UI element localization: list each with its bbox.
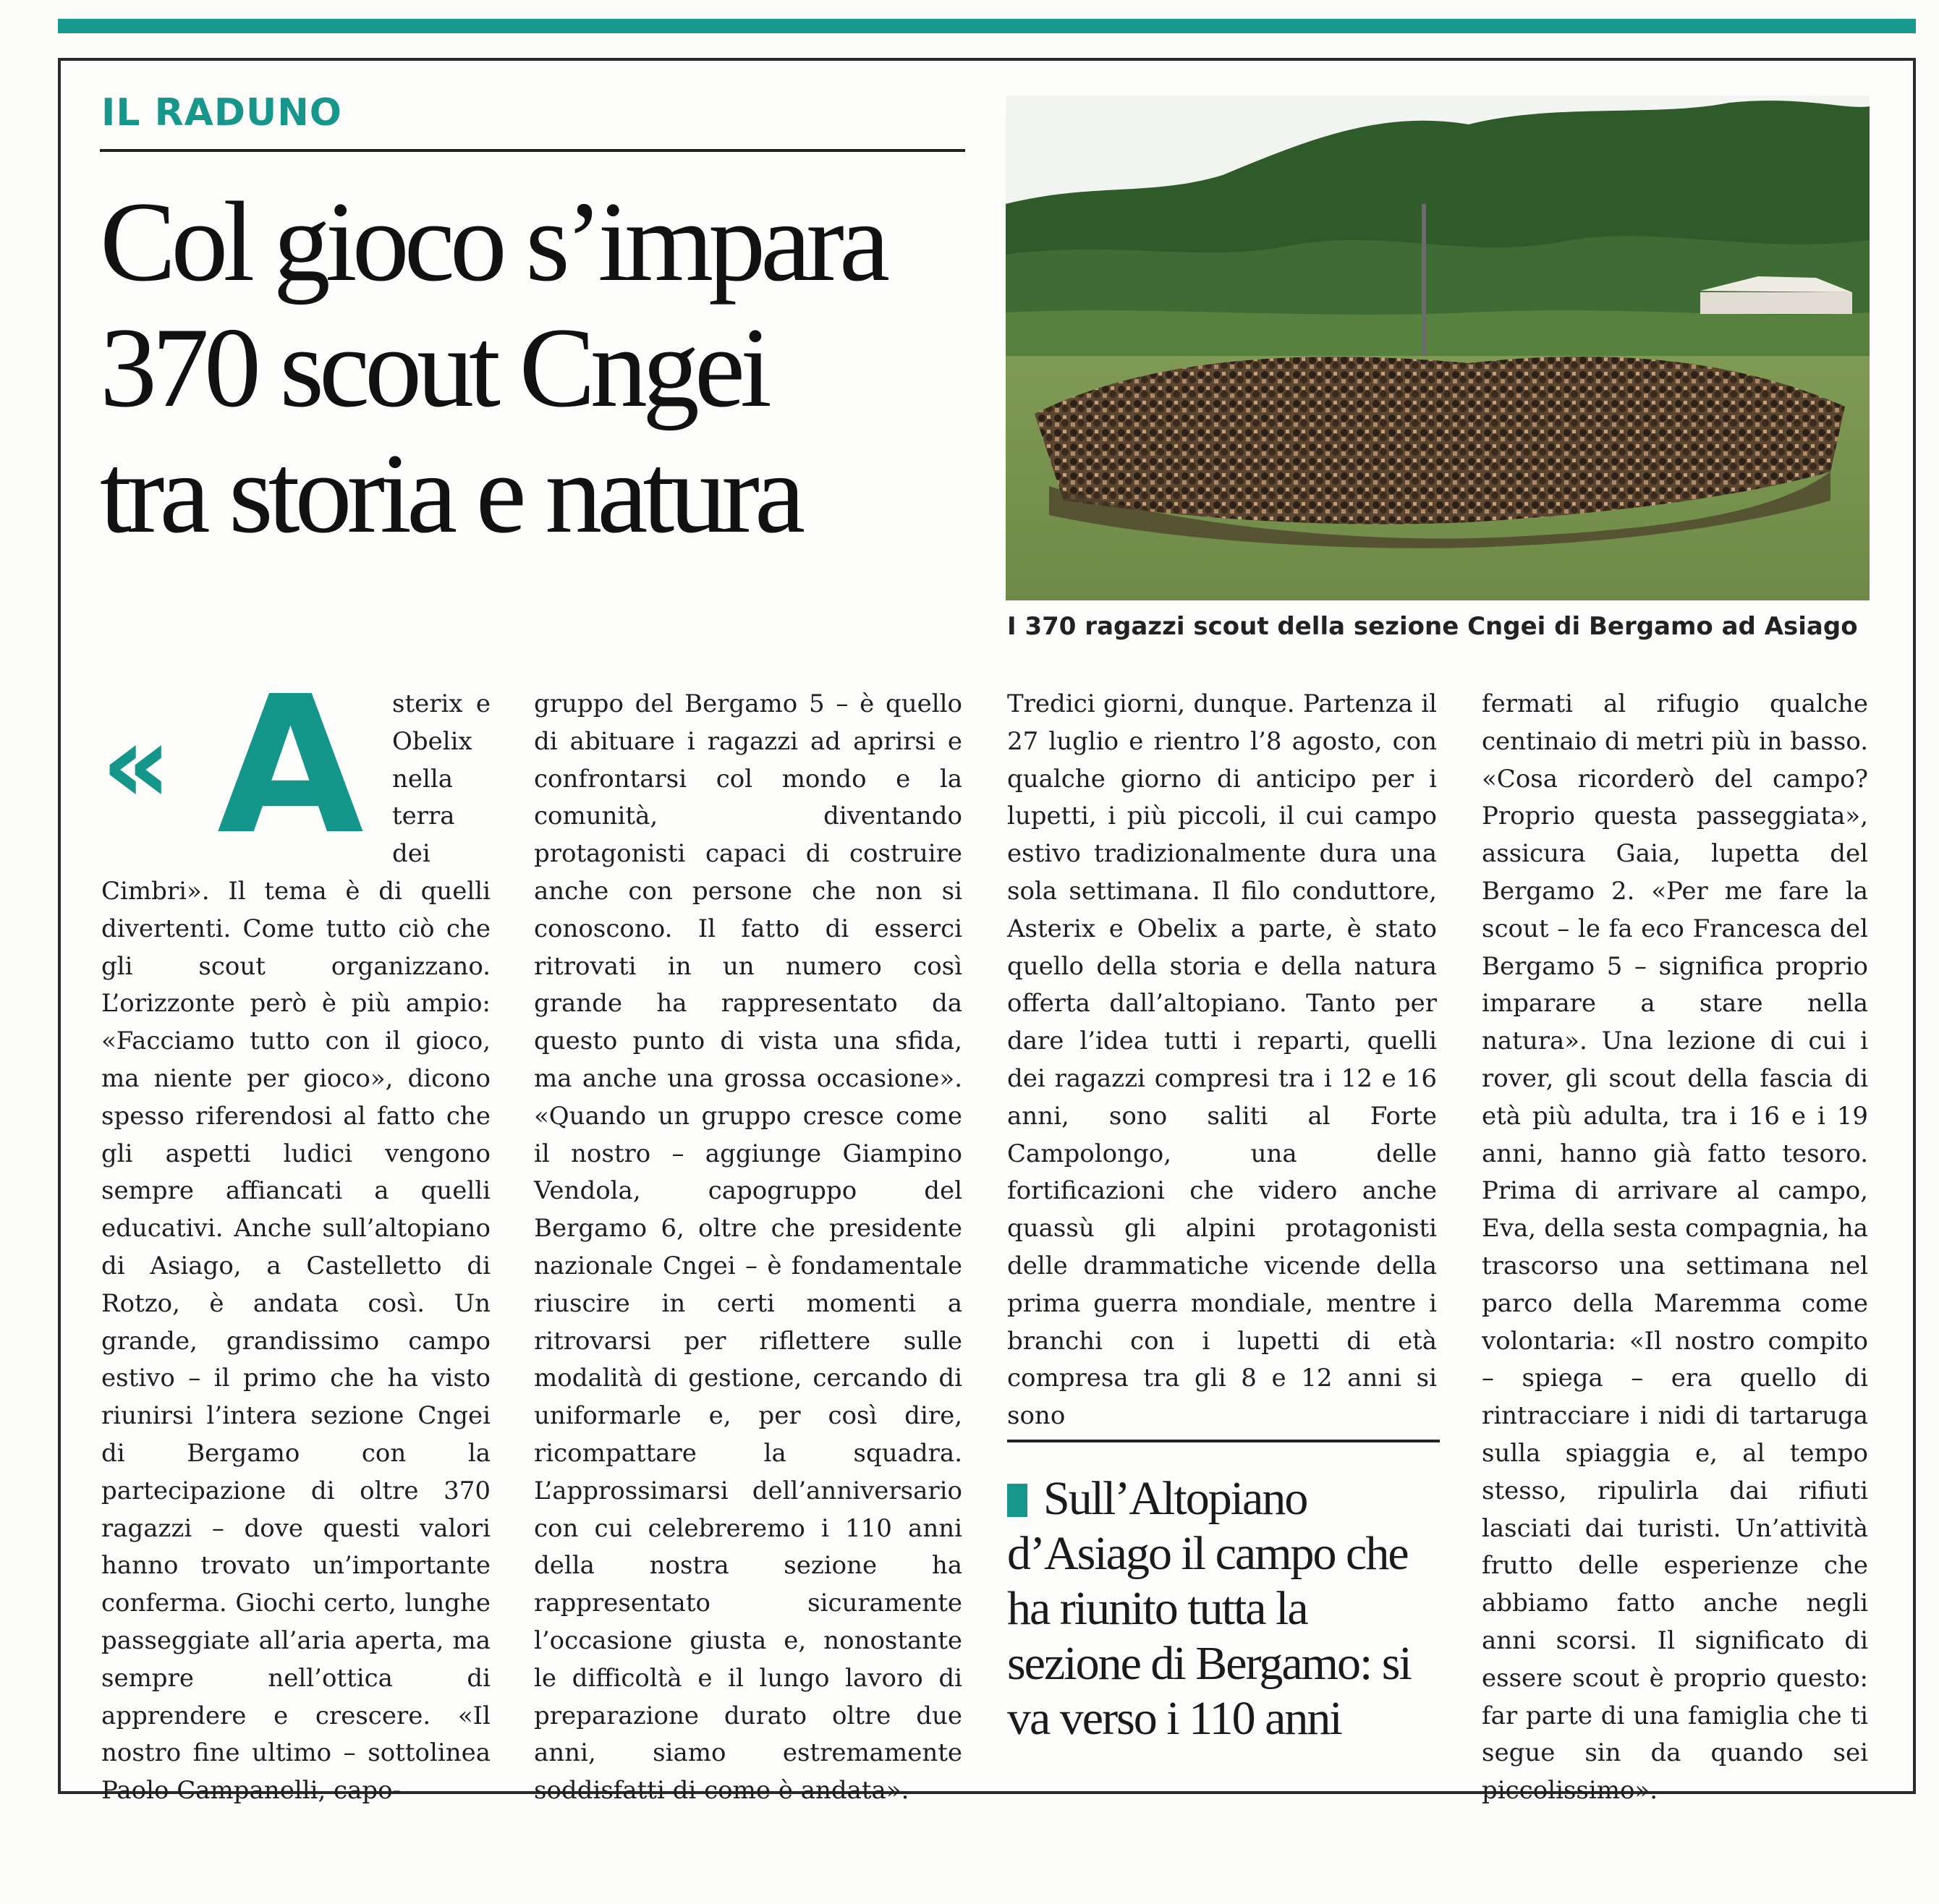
drop-cap [101,655,385,876]
pull-quote [1007,1471,1441,1746]
pullquote-marker-icon [1007,1484,1027,1517]
article-column-3 [1007,686,1437,1435]
photo-caption: I 370 ragazzi scout della sezione Cngei di Bergamo ad Asiago [1007,612,1858,641]
article-column-1 [101,655,491,1810]
column-2-text: gruppo del Bergamo 5 – è quello di abituare i ragazzi ad aprirsi e confrontarsi col mondo e la comunità, diventando protagonisti capaci di costruire anche con persone che non si conoscono. Il fatto di esserci ritrovati in un numero così grande ha rappresentato da questo punto di vista una sfida, ma anche una grossa occasione». «Quando un gruppo cresce come il nostro – aggiunge Giampino Vendola, capogruppo del Bergamo 6, oltre che presidente nazionale Cngei – è fondamentale riuscire in certi momenti a ritrovarsi per riflettere sulle modalità di gestione, cercando di uniformarle e, per così dire, ricompattare la squadra. L’approssimarsi dell’anniversario con cui celebreremo i 110 anni della nostra sezione ha rappresentato sicuramente l’occasione giusta e, nonostante le difficoltà e il lungo lavoro di preparazione durato oltre due anni, siamo estremamente soddisfatti di come è andata». [534,689,962,1806]
opening-quote-mark: « [101,702,171,828]
column-3-text: Tredici giorni, dunque. Partenza il 27 luglio e rientro l’8 agosto, con qualche giorno di anticipo per i lupetti, i più piccoli, il cui campo estivo tradizionalmente dura una sola settimana. Il filo conduttore, Asterix e Obelix a parte, è stato quello della storia e della natura offerta dall’altopiano. Tanto per dare l’idea tutti i reparti, quelli dei ragazzi compresi tra i 12 e 16 anni, sono saliti al Forte Campolongo, una delle fortificazioni che videro anche quassù gli alpini protagonisti delle drammatiche vicende della prima guerra mondiale, mentre i branchi con i lupetti di età compresa tra gli 8 e 12 anni si sono [1007,689,1437,1431]
column-4-text: fermati al rifugio qualche centinaio di metri più in basso. «Cosa ricorderò del campo? Proprio questa passeggiata», assicura Gaia, lupetta del Bergamo 2. «Per me fare la scout – le fa eco Francesca del Bergamo 5 – significa proprio imparare a stare nella natura». Una lezione di cui i rover, gli scout della fascia di età più adulta, tra i 16 e i 19 anni, hanno già fatto tesoro. Prima di arrivare al campo, Eva, della sesta compagnia, ha trascorso una settimana nel parco della Maremma come volontaria: «Il nostro compito – spiega – era quello di rintracciare i nidi di tartaruga sulla spiaggia e, al tempo stesso, ripulirla dai rifiuti lasciati dai turisti. Un’attività frutto delle esperienze che abbiamo fatto anche negli anni scorsi. Il significato di essere scout è proprio questo: far parte di una famiglia che ti segue sin da quando sei piccolissimo». [1482,689,1868,1806]
headline-line-2: 370 scout Cngei [100,305,767,431]
scout-group-photo [1006,95,1870,600]
top-accent-bar [58,19,1916,33]
column-1-text: sterix e Obelix nella terra dei Cimbri». Il tema è di quelli divertenti. Come tutto ciò che gli scout organizzano. L’orizzonte però è più ampio: «Facciamo tutto con il gioco, ma niente per gioco», dicono spesso riferendosi al fatto che gli aspetti ludici vengono sempre affiancati a quelli educativi. Anche sull’altopiano di Asiago, a Castelletto di Rotzo, è andata così. Un grande, grandissimo campo estivo – il primo che ha visto riunirsi l’intera sezione Cngei di Bergamo con la partecipazione di oltre 370 ragazzi – dove questi valori hanno trovato un’importante conferma. Giochi certo, lunghe passeggiate all’aria aperta, ma sempre nell’ottica di apprendere e crescere. «Il nostro fine ultimo – sottolinea Paolo Campanelli, capo- [101,689,491,1806]
article-column-4 [1482,686,1868,1810]
article-headline [100,179,990,557]
drop-cap-letter: A [217,655,364,876]
pullquote-divider [1007,1440,1440,1442]
headline-line-1: Col gioco s’impara [100,179,886,305]
section-kicker: IL RADUNO [101,91,342,135]
article-column-2 [534,686,962,1810]
pull-quote-text: Sull’Altopiano d’Asiago il campo che ha riunito tutta la sezione di Bergamo: si va verso i 110 anni [1007,1472,1411,1745]
headline-line-3: tra storia e natura [100,430,801,557]
kicker-divider [100,149,965,152]
